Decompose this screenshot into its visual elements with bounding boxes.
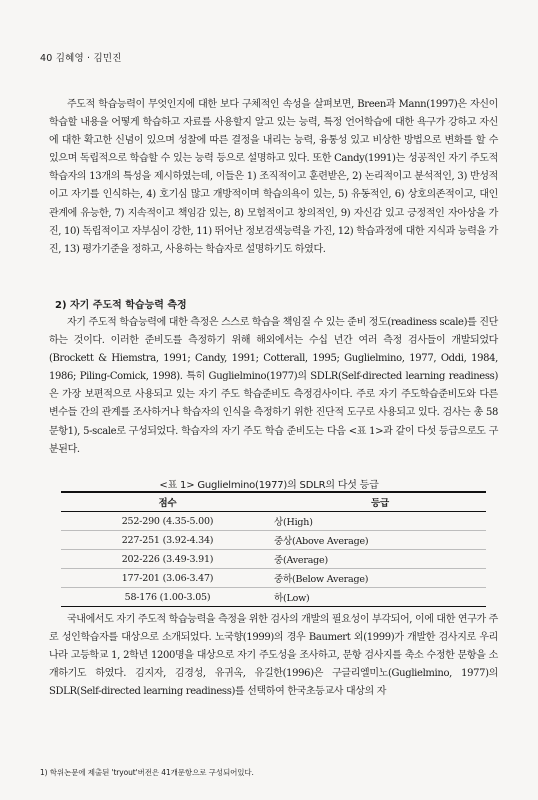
score-cell: 227-251 (3.92-4.34) [121,534,214,546]
grade-cell: 중하(Below Average) [274,574,369,585]
header-score: 점수 [158,498,177,509]
table-header-row [61,493,486,512]
footnote: 1) 학위논문에 제출된 'tryout'버전은 41개문항으로 구성되어있다. [40,768,254,777]
table-row [61,587,486,606]
running-header: 40 김혜영 · 김민진 [40,53,122,64]
table-caption: <표 1> Guglielmino(1977)의 SDLR의 다섯 등급 [159,480,379,491]
table-row [61,568,486,587]
body-paragraph-3: 국내에서도 자기 주도적 학습능력을 측정을 위한 검사의 개발의 필요성이 부각되어, 이에 대한 연구가 주로 성인학습자를 대상으로 소개되었다. 노국향(1999)의 경우 Baumert 외(1999)가 개발한 검사지로 우리나라 고등학교 1, 2학년 1200명을 대상으로 자기 주도성을 조사하고, 문항 검사지를 축소 수정한 문항을 소개하기도 하였다. 김지자, 김경성, 유귀옥, 유길한(1996)은 구글리엘미노(Guglielmino, 1977)의 SDLR(Self-directed learning readiness)를 선택하여 한국초등교사 대상의 자 [49,614,498,698]
body-paragraph-2: 자기 주도적 학습능력에 대한 측정은 스스로 학습을 책임질 수 있는 준비 정도(readiness scale)를 진단하는 것이다. 이러한 준비도를 측정하기 위해 해외에서는 수십 년간 여러 측정 검사들이 개발되었다(Brockett & Hiemstra, 1991; Candy, 1991; Cotterall, 1995; Guglielmino, 1977, Oddi, 1984, 1986; Piling-Comick, 1998). 특히 Guglielmino(1977)의 SDLR(Self-directed learning readiness)은 가장 보편적으로 사용되고 있는 자기 주도 학습준비도 측정검사이다. 주로 자기 주도학습준비도와 다른 변수들 간의 관계를 조사하거나 학습자의 인식을 측정하기 위한 진단적 도구로 사용되고 있다. 검사는 총 58문항1), 5-scale로 구성되었다. 학습자의 자기 주도 학습 준비도는 다음 <표 1>과 같이 다섯 등급으로도 구분된다. [49,317,498,455]
body-paragraph-1: 주도적 학습능력이 무엇인지에 대한 보다 구체적인 속성을 살펴보면, Breen과 Mann(1997)은 자신이 학습할 내용을 어떻게 학습하고 자료를 사용할지 알고 있는 능력, 특정 언어학습에 대한 욕구가 강하고 자신에 대한 확고한 신념이 있으며 성찰에 따른 결정을 내리는 능력, 융통성 있고 비상한 방법으로 변화를 할 수 있으며 독립적으로 학습할 수 있는 능력 등으로 설명하고 있다. 또한 Candy(1991)는 성공적인 자기 주도적 학습자의 13개의 특성을 제시하였는데, 이들은 1) 조직적이고 훈련받은, 2) 논리적이고 분석적인, 3) 반성적이고 자기를 인식하는, 4) 호기심 많고 개방적이며 학습의욕이 있는, 5) 유동적인, 6) 상호의존적이고, 대인관계에 유능한, 7) 지속적이고 책임감 있는, 8) 모험적이고 창의적인, 9) 자신감 있고 긍정적인 자아상을 가진, 10) 독립적이고 자부심이 강한, 11) 뛰어난 정보검색능력을 가진, 12) 학습과정에 대한 지식과 능력을 가진, 13) 평가기준을 정하고, 사용하는 학습자로 설명하기도 하였다. [49,99,498,255]
table-row [61,512,486,530]
header-grade: 등급 [371,498,389,509]
table-row [61,530,486,549]
grade-cell: 중(Average) [274,555,328,566]
grade-cell: 하(Low) [274,593,310,604]
grade-cell: 상(High) [274,517,313,528]
sdlr-grade-table [61,491,486,607]
section-heading: 2) 자기 주도적 학습능력 측정 [55,300,187,311]
score-cell: 252-290 (4.35-5.00) [121,515,214,527]
score-cell: 58-176 (1.00-3.05) [124,591,211,603]
table-row [61,549,486,568]
score-cell: 202-226 (3.49-3.91) [121,553,214,565]
grade-cell: 중상(Above Average) [274,536,369,547]
score-cell: 177-201 (3.06-3.47) [121,572,214,584]
